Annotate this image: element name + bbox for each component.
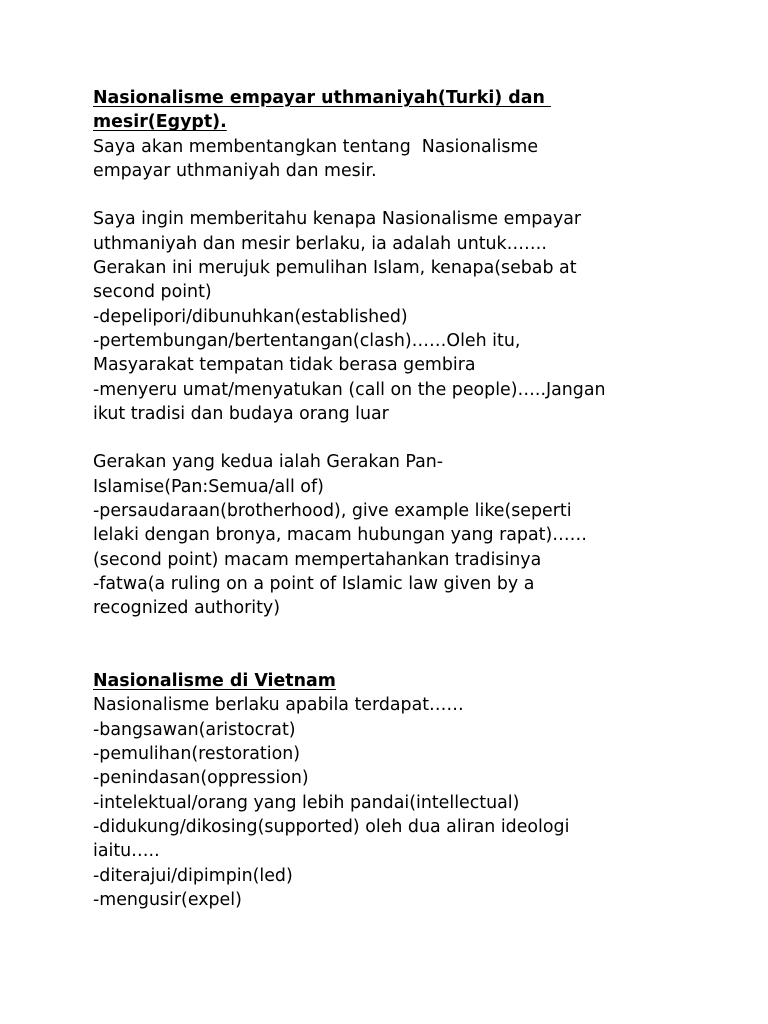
paragraph-line: uthmaniyah dan mesir berlaku, ia adalah untuk……. [93,233,547,254]
list-line: -mengusir(expel) [93,889,242,910]
intro-line: Saya akan membentangkan tentang Nasionalisme [93,136,539,157]
paragraph-line: Gerakan ini merujuk pemulihan Islam, kenapa(sebab at [93,258,577,279]
paragraph-spacer [93,183,713,207]
paragraph-line: second point) [93,282,212,303]
paragraph-line: Masyarakat tempatan tidak berasa gembira [93,355,476,376]
list-line: -didukung/dikosing(supported) oleh dua aliran ideologi [93,816,570,837]
section-uthmaniyah-mesir [93,86,713,621]
list-line: -diterajui/dipimpin(led) [93,865,293,886]
paragraph-line: -depelipori/dibunuhkan(established) [93,306,408,327]
section-spacer [93,621,713,670]
section-heading-line-2: mesir(Egypt). [93,112,227,133]
paragraph-line: (second point) macam mempertahankan tradisinya [93,549,542,570]
section-heading-line-1: Nasionalisme empayar uthmaniyah(Turki) dan [93,88,551,108]
list-line: -intelektual/orang yang lebih pandai(intellectual) [93,792,520,813]
paragraph-line: Saya ingin memberitahu kenapa Nasionalisme empayar [93,209,582,230]
paragraph-line: -persaudaraan(brotherhood), give example like(seperti [93,501,572,522]
paragraph-line: -menyeru umat/menyatukan (call on the people)…..Jangan [93,379,606,400]
document-page [93,86,713,912]
list-line: -pemulihan(restoration) [93,744,301,765]
paragraph-line: -fatwa(a ruling on a point of Islamic law given by a [93,573,535,594]
intro-line: empayar uthmaniyah dan mesir. [93,160,377,181]
paragraph-spacer [93,426,713,450]
section-vietnam [93,669,713,912]
section-heading: Nasionalisme di Vietnam [93,671,336,692]
list-line: Nasionalisme berlaku apabila terdapat…… [93,695,464,716]
paragraph-line: Islamise(Pan:Semua/all of) [93,476,324,497]
paragraph-line: ikut tradisi dan budaya orang luar [93,403,389,424]
paragraph-line: recognized authority) [93,598,280,619]
paragraph-line: -pertembungan/bertentangan(clash)……Oleh itu, [93,330,521,351]
list-line: -bangsawan(aristocrat) [93,719,296,740]
paragraph-line: lelaki dengan bronya, macam hubungan yang rapat)…… [93,525,588,546]
list-line: iaitu….. [93,841,160,862]
paragraph-line: Gerakan yang kedua ialah Gerakan Pan- [93,452,444,473]
list-line: -penindasan(oppression) [93,768,309,789]
